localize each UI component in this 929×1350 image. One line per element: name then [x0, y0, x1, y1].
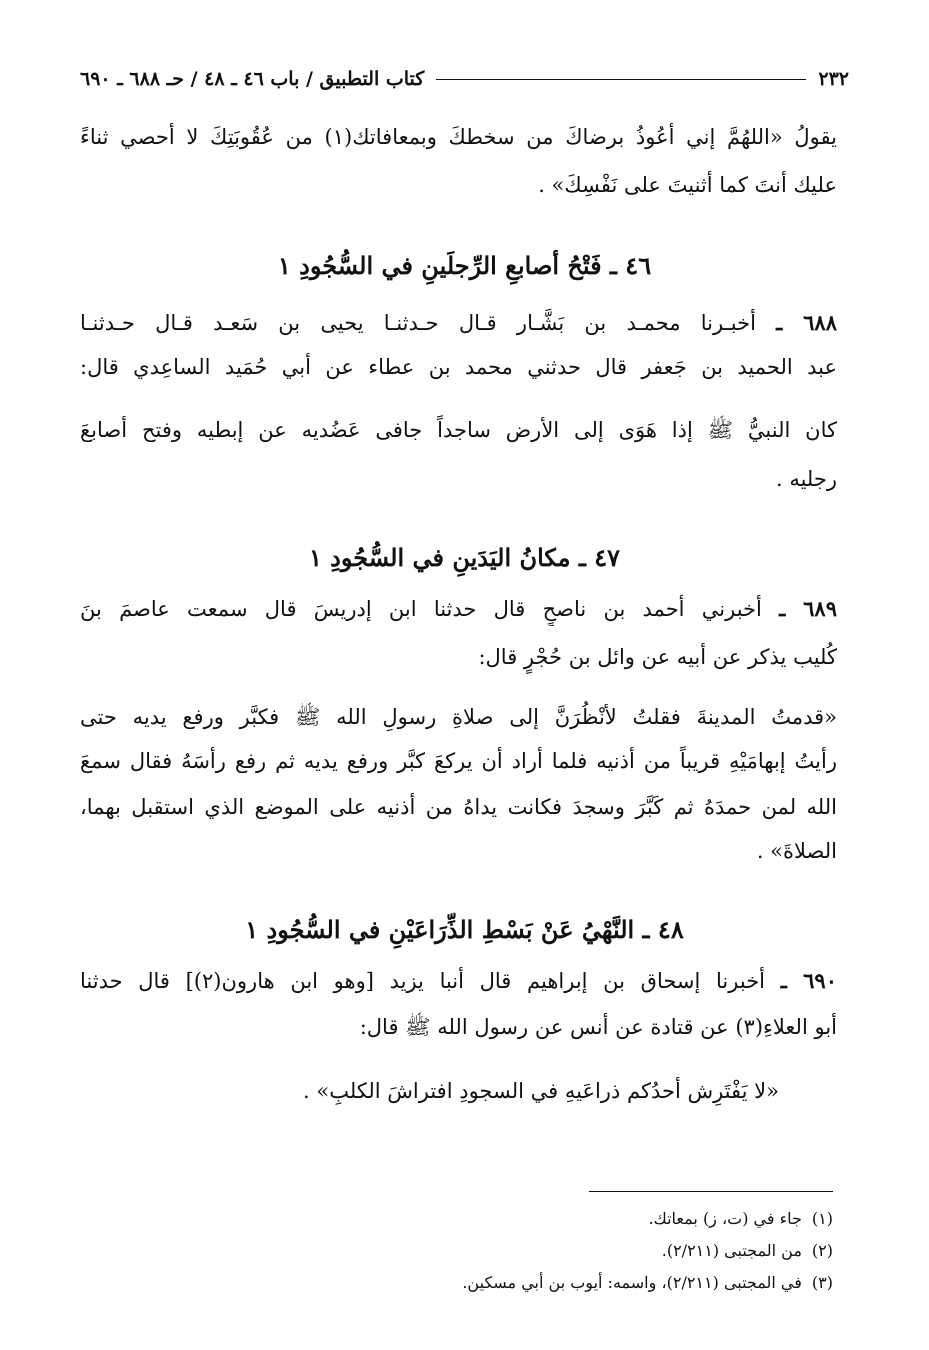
- chapter-heading: ٤٨ ـ النَّهْيُ عَنْ بَسْطِ الذِّرَاعَيْنِ في السُّجُودِ ١: [245, 915, 684, 944]
- footnote-text: جاء في (ت، ز) بمعاتك.: [648, 1209, 802, 1228]
- footnote-number: (١): [811, 1209, 833, 1228]
- intro-line: يقولُ «اللهُمَّ إني أعُوذُ برضاكَ من سخطكَ وبمعافاتك(١) من عُقُوبَتِكَ لا أحصي ثناءً: [80, 125, 837, 149]
- running-title: كتاب التطبيق / باب ٤٦ ـ ٤٨ / حـ ٦٨٨ ـ ٦٩٠: [80, 68, 425, 90]
- header-rule: [436, 79, 806, 80]
- chapter-heading: ٤٧ ـ مكانُ اليَدَينِ في السُّجُودِ ١: [308, 543, 621, 572]
- isnad-text: أخبرنا إسحاق بن إبراهيم قال أنبا يزيد [وهو ابن هارون(٢)] قال حدثنا: [80, 969, 766, 993]
- chapter-heading: ٤٦ ـ فَتْحُ أصابعِ الرِّجلَينِ في السُّجُودِ ١: [277, 251, 652, 280]
- hadith-number: ٦٨٨ ـ: [776, 310, 837, 335]
- isnad-line: [80, 592, 837, 626]
- isnad-text: أخبـرنا محمـد بن بَشَّـار قـال حـدثنـا يحيى بن سَعـد قـال حـدثنـا: [80, 311, 756, 335]
- footnote-number: (٣): [811, 1273, 833, 1292]
- footnote: [80, 1206, 833, 1232]
- footnote-rule: [589, 1191, 833, 1192]
- isnad-text: أخبرني أحمد بن ناصحٍ قال حدثنا ابن إدريسَ قال سمعت عاصمَ بنَ: [80, 597, 762, 621]
- footnote-text: من المجتبى (٢/٢١١).: [661, 1241, 802, 1260]
- matn-line: رأيتُ إبهامَيْهِ قريباً من أذنيه فلما أراد أن يركعَ كبَّر ورفع يديه ثم رفع رأسَهُ فقال سمعَ: [80, 749, 837, 773]
- intro-line: عليك أنتَ كما أثنيتَ على نَفْسِكَ» .: [538, 173, 837, 197]
- isnad-line: عبد الحميد بن جَعفر قال حدثني محمد بن عطاء عن أبي حُمَيد الساعِدي قال:: [80, 355, 837, 379]
- isnad-line: [80, 306, 837, 340]
- matn-line: الله لمن حمدَهُ ثم كَبَّرَ وسجدَ فكانت يداهُ من أذنيه على الموضع الذي استقبل بهما،: [80, 795, 837, 819]
- footnote: [80, 1238, 833, 1264]
- matn-line: «لا يَفْتَرِش أحدُكم ذراعَيهِ في السجودِ افتراشَ الكلبِ» .: [303, 1079, 779, 1103]
- footnote-text: في المجتبى (٢/٢١١)، واسمه: أيوب بن أبي مسكين.: [462, 1273, 802, 1292]
- footnote-number: (٢): [811, 1241, 833, 1260]
- isnad-line: كُليب يذكر عن أبيه عن وائل بن حُجْرٍ قال:: [478, 645, 837, 669]
- hadith-number: ٦٩٠ ـ: [780, 968, 837, 993]
- matn-line: رجليه .: [775, 467, 837, 491]
- matn-line: «قدمتُ المدينةَ فقلتُ لأنْظُرَنَّ إلى صلاةِ رسولِ الله ﷺ فكبَّر ورفع يديه حتى: [80, 705, 837, 729]
- isnad-line: [80, 964, 837, 998]
- hadith-number: ٦٨٩ ـ: [779, 596, 837, 621]
- footnote: [80, 1270, 833, 1296]
- matn-line: كان النبيُّ ﷺ إذا هَوَى إلى الأرض ساجداً جافى عَضُديه عن إبطيه وفتح أصابعَ: [80, 418, 837, 442]
- page-number: ٢٣٢: [818, 68, 849, 90]
- isnad-line: أبو العلاءِ(٣) عن قتادة عن أنس عن رسول الله ﷺ قال:: [359, 1015, 837, 1039]
- matn-line: الصلاةَ» .: [756, 839, 837, 863]
- page-header: [80, 62, 849, 96]
